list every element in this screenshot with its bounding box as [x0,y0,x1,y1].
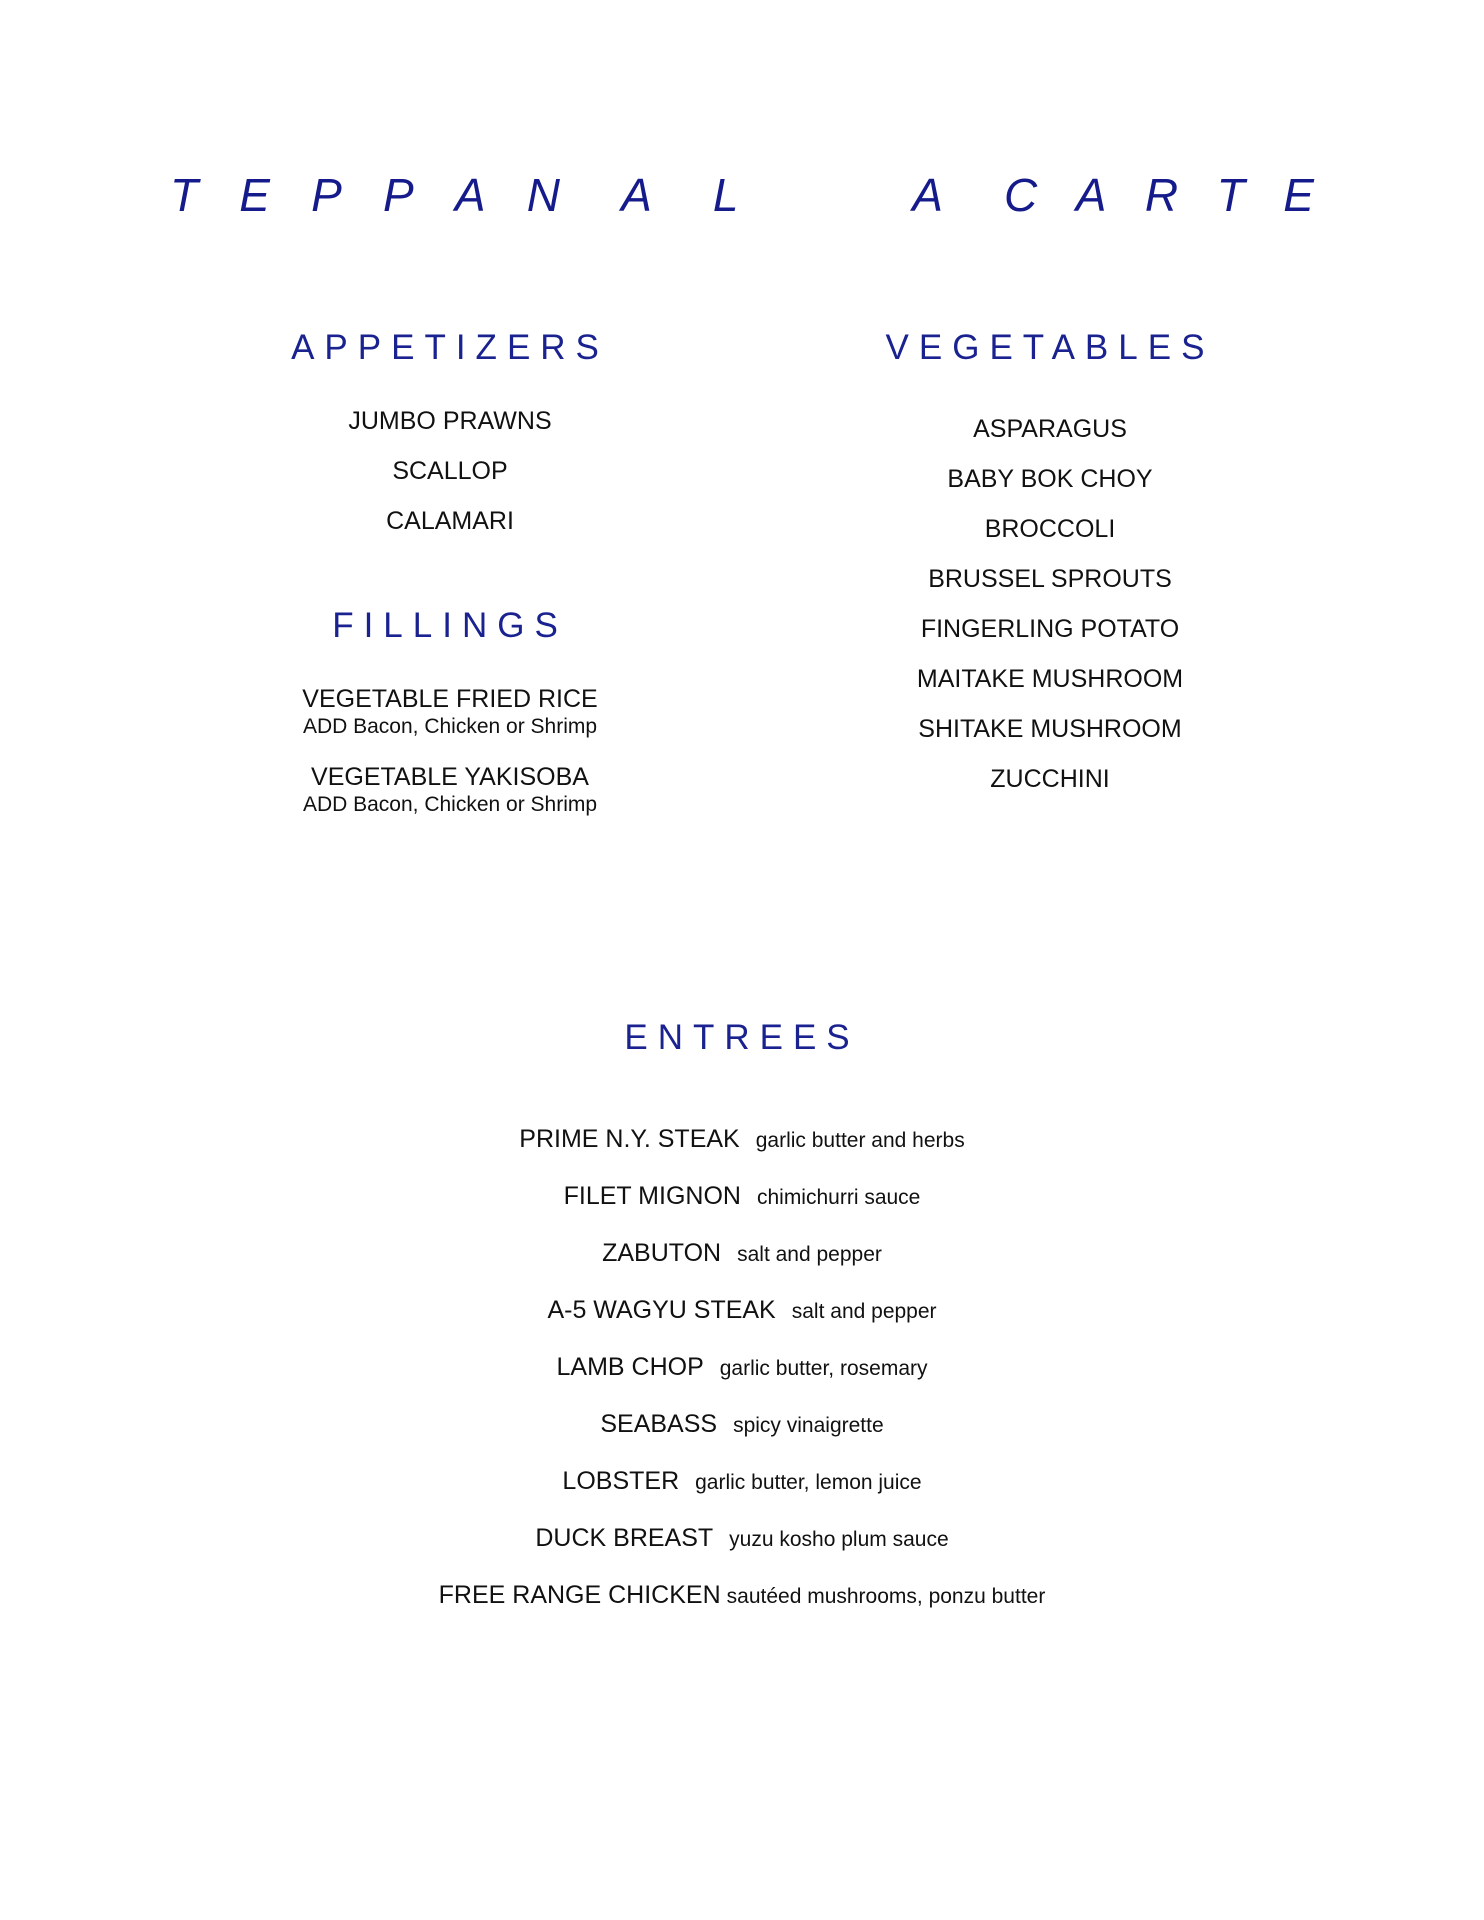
title-letter: E [1283,169,1314,221]
entrees-heading: ENTREES [624,1018,860,1057]
list-item [0,1295,1484,1352]
filling-name: VEGETABLE YAKISOBA [311,763,589,791]
appetizers-heading: APPETIZERS [291,328,609,367]
title-letter: C [1003,169,1038,221]
entree-name: FILET MIGNON [563,1182,741,1210]
title-word-a [621,168,652,222]
list-item: FINGERLING POTATO [920,615,1180,643]
entree-name: PRIME N.Y. STEAK [519,1125,740,1153]
title-letter: A [912,169,943,221]
entree-name: SEABASS [600,1410,718,1438]
title-word-la [713,168,943,222]
entree-description: spicy vinaigrette [733,1414,884,1437]
filling-note: ADD Bacon, Chicken or Shrimp [302,793,598,816]
title-letter: A [454,169,486,221]
list-item: BABY BOK CHOY [947,465,1153,493]
filling-note: ADD Bacon, Chicken or Shrimp [302,715,598,738]
filling-name: VEGETABLE FRIED RICE [302,685,598,713]
title-letter: A [621,169,652,221]
list-item: BRUSSEL SPROUTS [928,565,1172,593]
entree-description: salt and pepper [791,1300,937,1323]
title-letter: E [239,169,270,221]
page-title [170,168,1314,222]
entree-name: LAMB CHOP [556,1353,704,1381]
fillings-list [240,684,660,840]
title-letter: T [170,169,199,221]
appetizers-list [240,406,660,556]
list-item [0,1523,1484,1580]
title-word-teppan [170,168,560,222]
vegetables-list [840,414,1260,814]
list-item: ASPARAGUS [973,415,1127,443]
list-item: JUMBO PRAWNS [348,407,552,435]
fillings-heading: FILLINGS [332,606,568,645]
list-item [0,1466,1484,1523]
list-item [0,1409,1484,1466]
entree-name: FREE RANGE CHICKEN [438,1581,721,1609]
title-letter: A [1075,169,1107,221]
entree-name: DUCK BREAST [535,1524,714,1552]
list-item [240,762,660,818]
entree-description: garlic butter, rosemary [719,1357,928,1380]
list-item: SHITAKE MUSHROOM [918,715,1182,743]
list-item: CALAMARI [386,507,514,535]
list-item [240,684,660,740]
entree-description: garlic butter and herbs [755,1129,965,1152]
list-item [0,1181,1484,1238]
entree-name: A-5 WAGYU STEAK [547,1296,776,1324]
entree-description: salt and pepper [737,1243,882,1266]
title-word-carte [1004,168,1314,222]
entree-name: ZABUTON [602,1239,722,1267]
entree-description: garlic butter, lemon juice [695,1471,922,1494]
list-item: SCALLOP [392,457,508,485]
entree-description: yuzu kosho plum sauce [729,1528,949,1551]
title-letter: R [1144,169,1179,221]
entrees-list [0,1124,1484,1637]
title-letter: P [383,169,414,221]
entree-name: LOBSTER [562,1467,680,1495]
list-item: MAITAKE MUSHROOM [916,665,1184,693]
entree-description: chimichurri sauce [756,1186,921,1209]
vegetables-heading: VEGETABLES [885,328,1215,367]
list-item [0,1580,1484,1637]
list-item [0,1124,1484,1181]
title-letter: N [526,169,560,221]
list-item [0,1352,1484,1409]
entree-description: sautéed mushrooms, ponzu butter [726,1585,1046,1608]
title-letter: L [712,169,739,221]
list-item [0,1238,1484,1295]
title-letter: T [1216,169,1245,221]
title-letter: P [311,169,342,221]
list-item: BROCCOLI [984,515,1116,543]
list-item: ZUCCHINI [990,765,1110,793]
